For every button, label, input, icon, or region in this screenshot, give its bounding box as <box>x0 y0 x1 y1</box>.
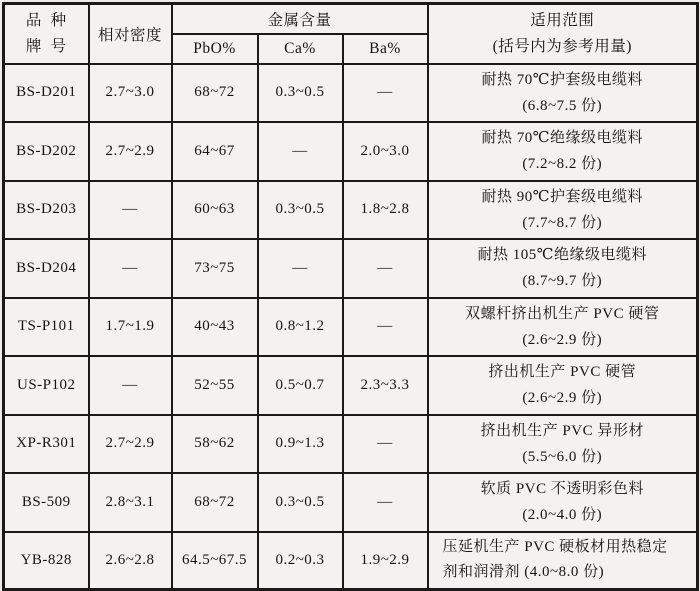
cell-density: 2.7~3.0 <box>89 64 172 123</box>
cell-pbo: 52~55 <box>172 356 258 415</box>
cell-pbo: 60~63 <box>172 181 258 240</box>
col-header-usage <box>428 4 698 64</box>
usage-dosage: (6.8~7.5 份) <box>522 97 603 114</box>
cell-ba: — <box>343 415 428 474</box>
table-row <box>4 122 698 181</box>
cell-usage <box>428 532 698 590</box>
cell-density: 2.8~3.1 <box>89 473 172 532</box>
cell-ca: 0.3~0.5 <box>258 64 343 123</box>
usage-dosage: (2.6~2.9 份) <box>522 390 603 407</box>
cell-usage <box>428 473 698 532</box>
col-header-brand <box>4 4 89 64</box>
col-header-pbo: PbO% <box>172 34 258 64</box>
cell-ba: 2.0~3.0 <box>343 122 428 181</box>
usage-line: 挤出机生产 PVC 异形材 <box>480 422 644 439</box>
usage-line: 耐热 105℃绝缘级电缆料 <box>477 247 648 263</box>
cell-brand: BS-D201 <box>4 64 89 123</box>
usage-line: 双螺杆挤出机生产 PVC 硬管 <box>465 305 660 322</box>
col-header-usage-line1: 适用范围 <box>530 12 595 30</box>
cell-usage <box>428 181 698 240</box>
cell-density: 2.6~2.8 <box>89 532 172 590</box>
cell-ba: — <box>343 239 428 298</box>
table-row <box>4 415 698 474</box>
cell-ba: 2.3~3.3 <box>343 356 428 415</box>
cell-density: 2.7~2.9 <box>89 122 172 181</box>
col-header-metal-content: 金属含量 <box>172 4 428 34</box>
cell-ba: — <box>343 473 428 532</box>
usage-dosage: (5.5~6.0 份) <box>522 448 603 465</box>
product-spec-table <box>2 2 699 591</box>
cell-ca: 0.9~1.3 <box>258 415 343 474</box>
cell-brand: XP-R301 <box>4 415 89 474</box>
cell-usage <box>428 122 698 181</box>
cell-ba: 1.9~2.9 <box>343 532 428 590</box>
usage-dosage: (8.7~9.7 份) <box>522 273 603 290</box>
cell-usage <box>428 356 698 415</box>
usage-dosage: 剂和润滑剂 (4.0~8.0 份) <box>442 564 605 580</box>
cell-usage <box>428 239 698 298</box>
cell-ba: — <box>343 298 428 357</box>
table-row <box>4 298 698 357</box>
cell-ca: 0.3~0.5 <box>258 473 343 532</box>
header-row-1 <box>4 4 698 34</box>
cell-usage <box>428 64 698 123</box>
usage-line: 软质 PVC 不透明彩色料 <box>480 481 644 497</box>
cell-density: — <box>89 181 172 240</box>
cell-pbo: 64.5~67.5 <box>172 532 258 590</box>
cell-pbo: 73~75 <box>172 239 258 298</box>
cell-density: — <box>89 239 172 298</box>
cell-usage <box>428 415 698 474</box>
cell-ca: — <box>258 239 343 298</box>
cell-ca: 0.2~0.3 <box>258 532 343 590</box>
col-header-density: 相对密度 <box>89 4 172 64</box>
cell-brand: US-P102 <box>4 356 89 415</box>
col-header-ca: Ca% <box>258 34 343 64</box>
col-header-brand-line1: 品 种 <box>25 12 67 30</box>
usage-dosage: (2.6~2.9 份) <box>522 331 603 348</box>
cell-pbo: 58~62 <box>172 415 258 474</box>
usage-line: 压延机生产 PVC 硬板材用热稳定 <box>442 538 668 555</box>
cell-density: 2.7~2.9 <box>89 415 172 474</box>
usage-dosage: (7.2~8.2 份) <box>522 156 603 173</box>
cell-pbo: 40~43 <box>172 298 258 357</box>
cell-brand: BS-D204 <box>4 239 89 298</box>
cell-ba: 1.8~2.8 <box>343 181 428 240</box>
cell-pbo: 64~67 <box>172 122 258 181</box>
cell-ba: — <box>343 64 428 123</box>
cell-brand: BS-D203 <box>4 181 89 240</box>
cell-ca: 0.8~1.2 <box>258 298 343 357</box>
col-header-usage-line2: (括号内为参考用量) <box>492 37 632 55</box>
col-header-brand-line2: 牌 号 <box>25 37 67 55</box>
cell-ca: — <box>258 122 343 181</box>
cell-usage <box>428 298 698 357</box>
usage-dosage: (2.0~4.0 份) <box>522 507 603 524</box>
usage-line: 耐热 90℃护套级电缆料 <box>481 188 644 205</box>
table-row <box>4 64 698 123</box>
cell-ca: 0.5~0.7 <box>258 356 343 415</box>
table-row <box>4 532 698 590</box>
cell-brand: TS-P101 <box>4 298 89 357</box>
table-row <box>4 473 698 532</box>
cell-density: — <box>89 356 172 415</box>
cell-brand: YB-828 <box>4 532 89 590</box>
table-row <box>4 239 698 298</box>
col-header-ba: Ba% <box>343 34 428 64</box>
cell-brand: BS-509 <box>4 473 89 532</box>
usage-line: 耐热 70℃绝缘级电缆料 <box>481 130 644 146</box>
cell-ca: 0.3~0.5 <box>258 181 343 240</box>
cell-pbo: 68~72 <box>172 64 258 123</box>
table-row <box>4 356 698 415</box>
cell-brand: BS-D202 <box>4 122 89 181</box>
usage-line: 挤出机生产 PVC 硬管 <box>488 364 637 380</box>
cell-density: 1.7~1.9 <box>89 298 172 357</box>
cell-pbo: 68~72 <box>172 473 258 532</box>
usage-line: 耐热 70℃护套级电缆料 <box>481 71 644 88</box>
usage-dosage: (7.7~8.7 份) <box>522 214 603 231</box>
table-row <box>4 181 698 240</box>
